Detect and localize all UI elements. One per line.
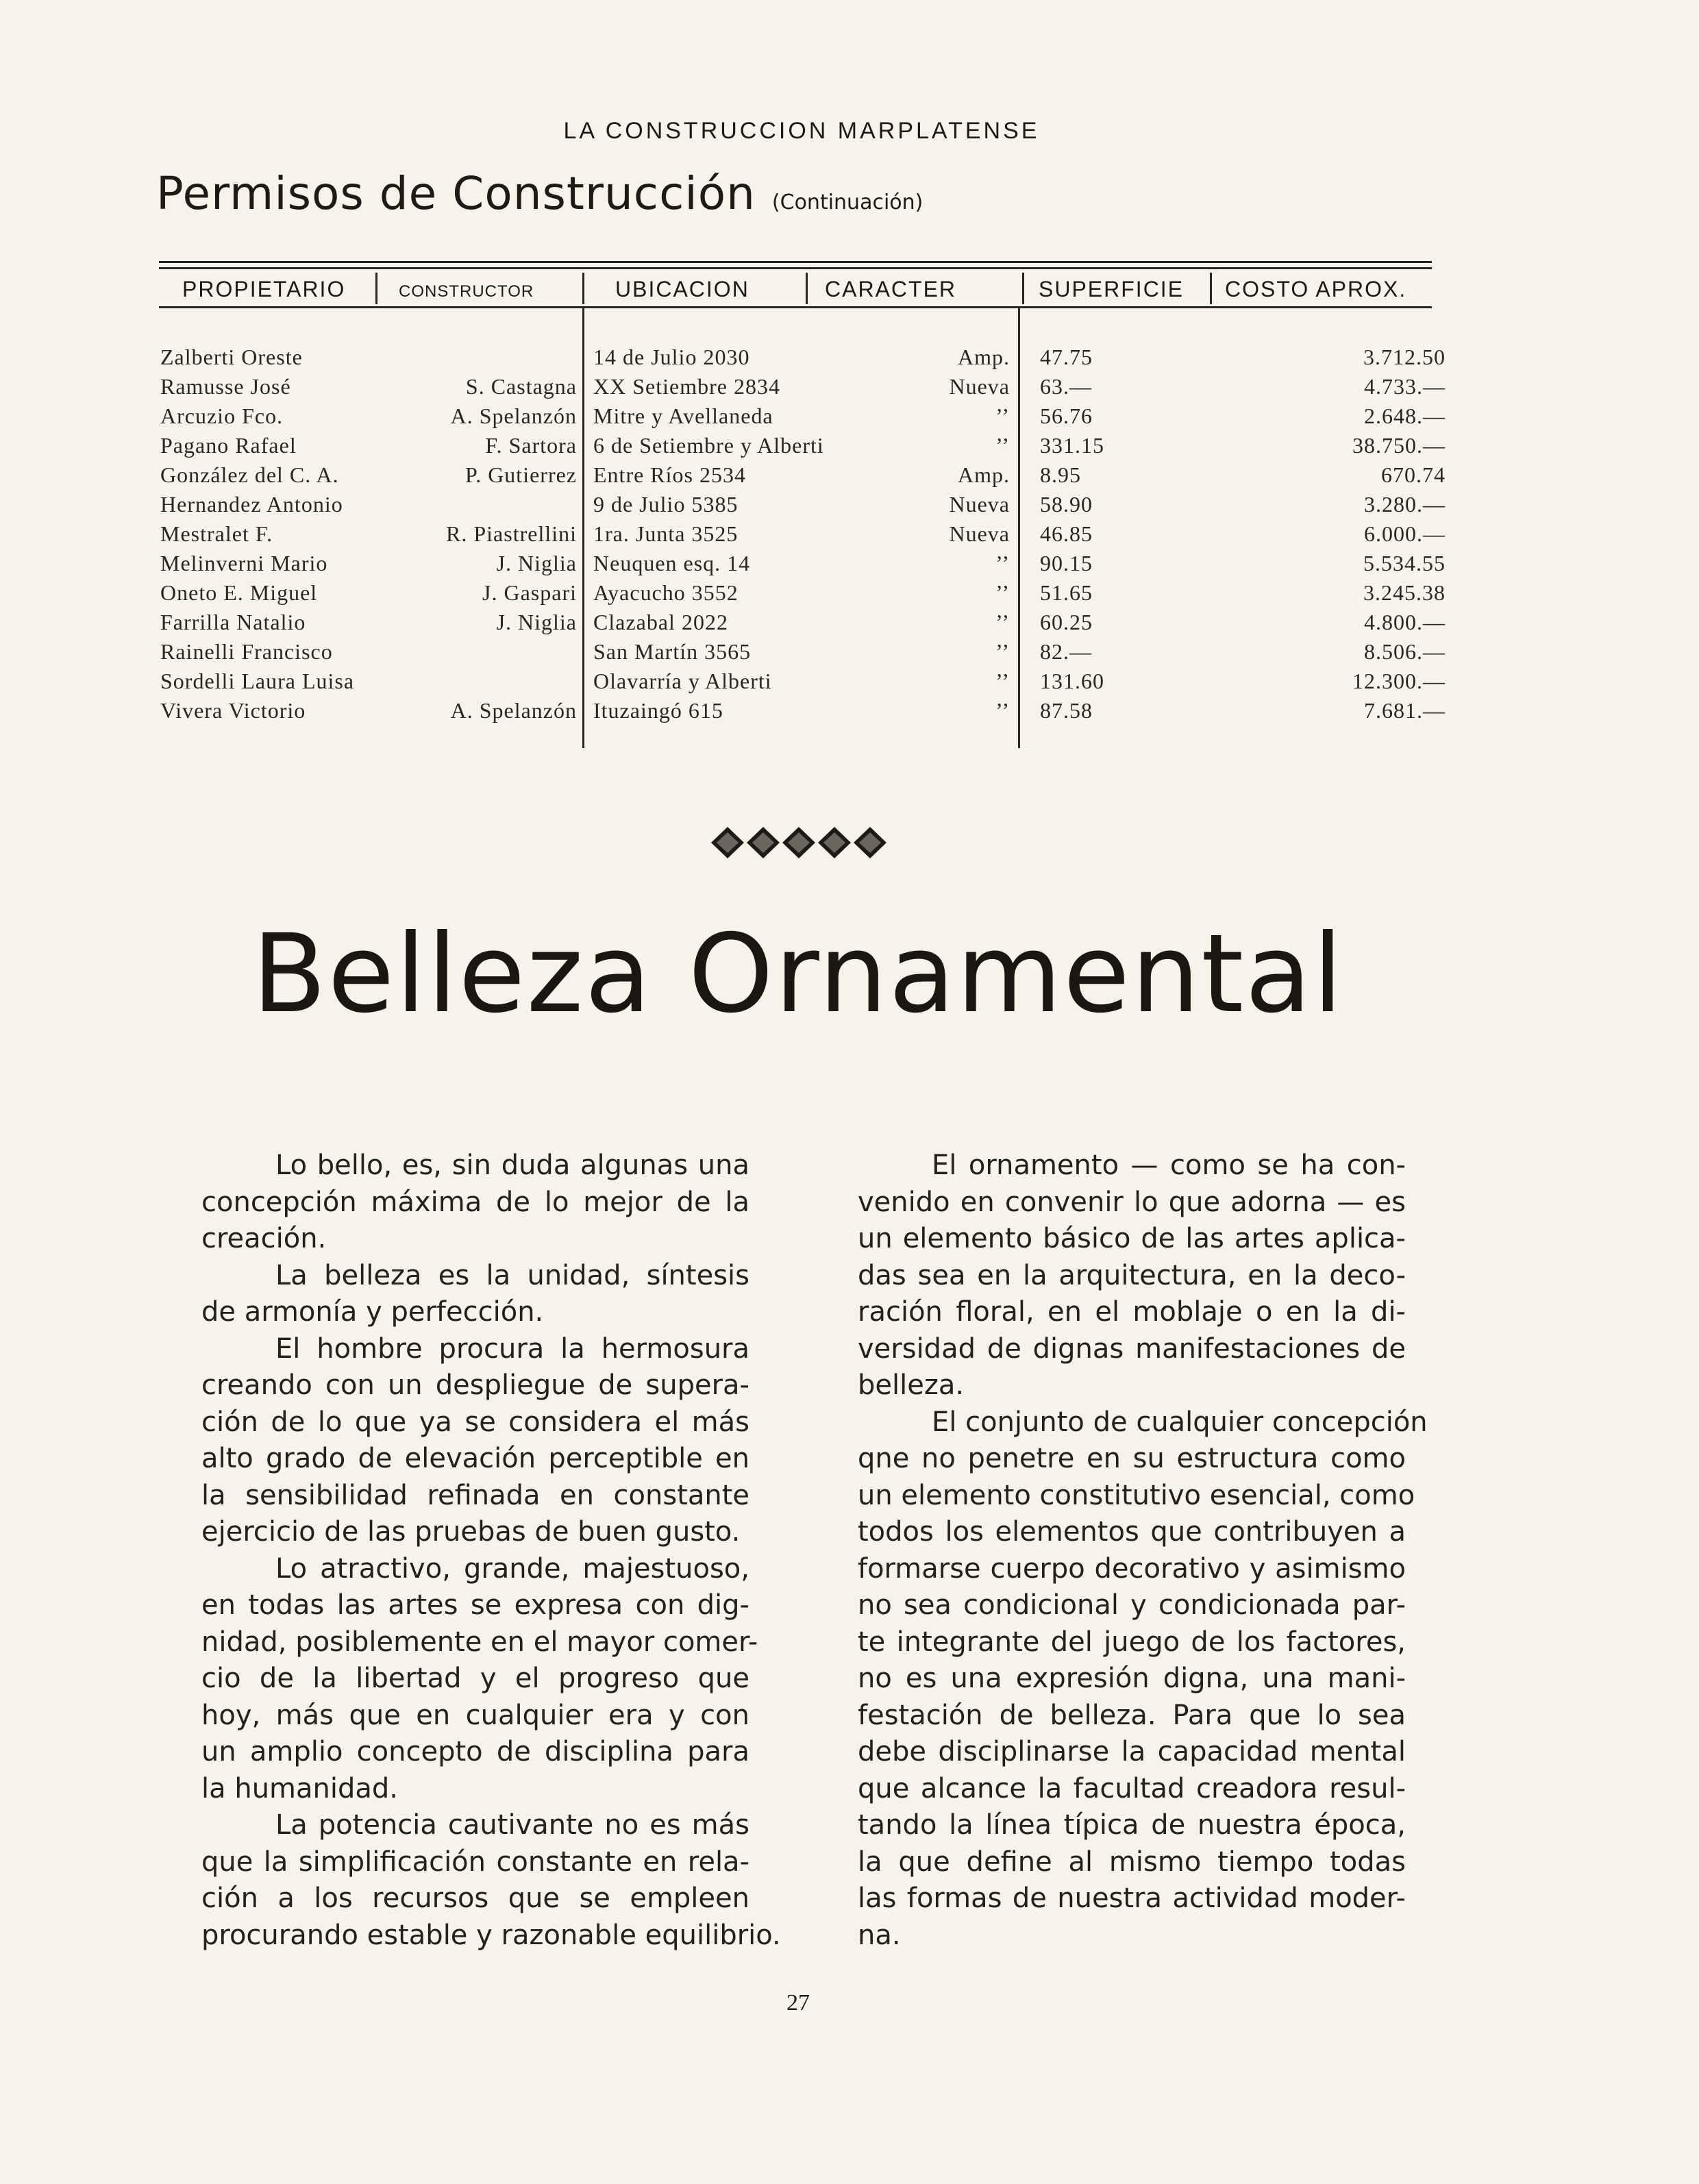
article-left-column bbox=[201, 1147, 781, 1954]
cell-ubicacion: Ayacucho 3552 bbox=[593, 580, 739, 605]
text-line: de armonía y perfección. bbox=[201, 1296, 544, 1328]
col-header-superficie: SUPERFICIE bbox=[1039, 277, 1185, 301]
cell-costo: 6.000.— bbox=[1364, 521, 1446, 546]
text-line: alto grado de elevación perceptible en bbox=[201, 1443, 749, 1474]
cell-costo: 3.245.38 bbox=[1363, 580, 1446, 605]
cell-caracter: ’’ bbox=[995, 580, 1010, 605]
text-line: El conjunto de cualquier concepción bbox=[932, 1406, 1428, 1438]
table-row bbox=[0, 401, 1699, 431]
cell-propietario: Vivera Victorio bbox=[160, 698, 306, 723]
diamond-ornament-icon bbox=[710, 826, 888, 860]
table-row bbox=[0, 343, 1699, 372]
cell-ubicacion: Mitre y Avellaneda bbox=[593, 404, 773, 428]
cell-superficie: 82.— bbox=[1040, 639, 1092, 664]
cell-superficie: 51.65 bbox=[1040, 580, 1093, 605]
section-subtitle: (Continuación) bbox=[771, 190, 923, 214]
table-row bbox=[0, 667, 1699, 696]
cell-superficie: 58.90 bbox=[1040, 492, 1093, 517]
text-line: creación. bbox=[201, 1223, 327, 1254]
cell-caracter: ’’ bbox=[995, 698, 1010, 723]
cell-propietario: Hernandez Antonio bbox=[160, 492, 343, 517]
cell-costo: 12.300.— bbox=[1352, 669, 1446, 693]
article-title: Belleza Ornamental bbox=[251, 911, 1344, 1037]
text-line: ción a los recursos que se empleen bbox=[201, 1883, 749, 1914]
cell-ubicacion: 1ra. Junta 3525 bbox=[593, 521, 739, 546]
section-title-text: Permisos de Construcción bbox=[156, 167, 756, 220]
cell-caracter: ’’ bbox=[995, 639, 1010, 664]
header-separator bbox=[1210, 273, 1212, 304]
text-line: nidad, posiblemente en el mayor comer- bbox=[201, 1626, 758, 1658]
col-header-propietario: PROPIETARIO bbox=[182, 277, 346, 301]
cell-propietario: Mestralet F. bbox=[160, 521, 273, 546]
cell-superficie: 47.75 bbox=[1040, 345, 1093, 369]
table-row bbox=[0, 637, 1699, 667]
cell-propietario: Ramusse José bbox=[160, 374, 291, 399]
header-separator bbox=[806, 273, 808, 304]
col-header-caracter: CARACTER bbox=[825, 277, 957, 301]
cell-superficie: 87.58 bbox=[1040, 698, 1093, 723]
text-line: que alcance la facultad creadora resul- bbox=[858, 1772, 1406, 1804]
text-line: La potencia cautivante no es más bbox=[275, 1809, 749, 1841]
cell-costo: 7.681.— bbox=[1364, 698, 1446, 723]
cell-propietario: Farrilla Natalio bbox=[160, 610, 306, 634]
cell-caracter: ’’ bbox=[995, 610, 1010, 634]
cell-constructor: J. Gaspari bbox=[482, 580, 577, 605]
table-top-rule-double bbox=[159, 267, 1432, 269]
cell-ubicacion: Clazabal 2022 bbox=[593, 610, 728, 634]
text-line: belleza. bbox=[858, 1369, 965, 1401]
cell-constructor: J. Niglia bbox=[496, 610, 577, 634]
text-line: creando con un despliegue de supera- bbox=[201, 1369, 749, 1401]
text-line: te integrante del juego de los factores, bbox=[858, 1626, 1406, 1658]
text-line: un elemento básico de las artes aplica- bbox=[858, 1223, 1406, 1254]
text-line: ración floral, en el moblaje o en la di- bbox=[858, 1296, 1406, 1328]
cell-caracter: ’’ bbox=[995, 404, 1010, 428]
text-line: un elemento constitutivo esencial, como bbox=[858, 1479, 1415, 1511]
text-line: no es una expresión digna, una mani- bbox=[858, 1663, 1406, 1694]
text-line: cio de la libertad y el progreso que bbox=[201, 1663, 749, 1694]
text-line: festación de belleza. Para que lo sea bbox=[858, 1699, 1406, 1731]
cell-caracter: ’’ bbox=[995, 669, 1010, 693]
cell-ubicacion: San Martín 3565 bbox=[593, 639, 752, 664]
text-line: la humanidad. bbox=[201, 1772, 398, 1804]
cell-caracter: Amp. bbox=[958, 345, 1010, 369]
text-line: versidad de dignas manifestaciones de bbox=[858, 1332, 1406, 1365]
cell-costo: 3.280.— bbox=[1364, 492, 1446, 517]
cell-ubicacion: Olavarría y Alberti bbox=[593, 669, 772, 693]
table-row bbox=[0, 608, 1699, 637]
cell-ubicacion: Ituzaingó 615 bbox=[593, 698, 723, 723]
cell-superficie: 90.15 bbox=[1040, 551, 1093, 575]
text-line: El hombre procura la hermosura bbox=[275, 1332, 749, 1365]
cell-superficie: 46.85 bbox=[1040, 521, 1093, 546]
cell-superficie: 331.15 bbox=[1040, 433, 1104, 458]
text-line: las formas de nuestra actividad moder- bbox=[858, 1883, 1406, 1914]
section-title bbox=[156, 167, 923, 220]
article-right-column bbox=[858, 1147, 1428, 1954]
cell-propietario: Oneto E. Miguel bbox=[160, 580, 318, 605]
text-line: procurando estable y razonable equilibrio. bbox=[201, 1919, 781, 1951]
cell-superficie: 60.25 bbox=[1040, 610, 1093, 634]
text-line: la que define al mismo tiempo todas bbox=[858, 1846, 1406, 1878]
text-line: das sea en la arquitectura, en la deco- bbox=[858, 1259, 1406, 1291]
cell-costo: 3.712.50 bbox=[1363, 345, 1446, 369]
text-line: debe disciplinarse la capacidad mental bbox=[858, 1736, 1406, 1767]
cell-propietario: Arcuzio Fco. bbox=[160, 404, 284, 428]
cell-propietario: Rainelli Francisco bbox=[160, 639, 333, 664]
text-line: venido en convenir lo que adorna — es bbox=[858, 1186, 1406, 1218]
cell-constructor: P. Gutierrez bbox=[464, 462, 577, 487]
text-line: la sensibilidad refinada en constante bbox=[201, 1479, 749, 1511]
cell-superficie: 131.60 bbox=[1040, 669, 1104, 693]
cell-constructor: J. Niglia bbox=[496, 551, 577, 575]
col-header-constructor: CONSTRUCTOR bbox=[399, 282, 534, 301]
cell-caracter: ’’ bbox=[995, 551, 1010, 575]
running-header: LA CONSTRUCCION MARPLATENSE bbox=[563, 118, 1040, 144]
text-line: concepción máxima de lo mejor de la bbox=[201, 1186, 749, 1218]
text-line: Lo bello, es, sin duda algunas una bbox=[275, 1150, 749, 1181]
table-row bbox=[0, 578, 1699, 608]
table-top-rule bbox=[159, 261, 1432, 263]
cell-costo: 8.506.— bbox=[1364, 639, 1446, 664]
text-line: qne no penetre en su estructura como bbox=[858, 1443, 1406, 1474]
col-header-costo: COSTO APROX. bbox=[1225, 277, 1407, 301]
cell-superficie: 63.— bbox=[1040, 374, 1092, 399]
table-row bbox=[0, 519, 1699, 549]
cell-ubicacion: XX Setiembre 2834 bbox=[593, 374, 780, 399]
header-separator bbox=[375, 273, 377, 304]
cell-constructor: F. Sartora bbox=[485, 433, 577, 458]
cell-constructor: A. Spelanzón bbox=[450, 404, 577, 428]
cell-caracter: Nueva bbox=[949, 374, 1010, 399]
cell-ubicacion: Entre Ríos 2534 bbox=[593, 462, 746, 487]
cell-ubicacion: Neuquen esq. 14 bbox=[593, 551, 751, 575]
table-row bbox=[0, 372, 1699, 401]
text-line: en todas las artes se expresa con dig- bbox=[201, 1589, 749, 1621]
col-header-ubicacion: UBICACION bbox=[615, 277, 749, 301]
cell-constructor: R. Piastrellini bbox=[446, 521, 577, 546]
header-separator bbox=[1022, 273, 1024, 304]
cell-propietario: González del C. A. bbox=[160, 462, 339, 487]
text-line: todos los elementos que contribuyen a bbox=[858, 1516, 1406, 1548]
cell-costo: 5.534.55 bbox=[1363, 551, 1446, 575]
cell-propietario: Pagano Rafael bbox=[160, 433, 297, 458]
cell-ubicacion: 9 de Julio 5385 bbox=[593, 492, 739, 517]
text-line: formarse cuerpo decorativo y asimismo bbox=[858, 1552, 1406, 1585]
table-row bbox=[0, 549, 1699, 578]
cell-costo: 2.648.— bbox=[1364, 404, 1446, 428]
cell-ubicacion: 14 de Julio 2030 bbox=[593, 345, 750, 369]
text-line: tando la línea típica de nuestra época, bbox=[858, 1809, 1406, 1841]
table-header-rule bbox=[159, 306, 1432, 308]
cell-propietario: Melinverni Mario bbox=[160, 551, 328, 575]
cell-costo: 670.74 bbox=[1381, 462, 1446, 487]
text-line: El ornamento — como se ha con- bbox=[932, 1150, 1406, 1181]
cell-propietario: Zalberti Oreste bbox=[160, 345, 303, 369]
cell-constructor: A. Spelanzón bbox=[450, 698, 577, 723]
cell-ubicacion: 6 de Setiembre y Alberti bbox=[593, 433, 824, 458]
cell-caracter: Amp. bbox=[958, 462, 1010, 487]
text-line: que la simplificación constante en rela- bbox=[201, 1846, 749, 1878]
table-row bbox=[0, 696, 1699, 725]
cell-caracter: Nueva bbox=[949, 521, 1010, 546]
cell-superficie: 8.95 bbox=[1040, 462, 1081, 487]
table-row bbox=[0, 490, 1699, 519]
cell-costo: 4.800.— bbox=[1364, 610, 1446, 634]
cell-costo: 4.733.— bbox=[1364, 374, 1446, 399]
text-line: un amplio concepto de disciplina para bbox=[201, 1736, 749, 1767]
page-number: 27 bbox=[786, 1990, 810, 2015]
table-row bbox=[0, 460, 1699, 490]
cell-caracter: Nueva bbox=[949, 492, 1010, 517]
cell-constructor: S. Castagna bbox=[465, 374, 577, 399]
cell-costo: 38.750.— bbox=[1352, 433, 1446, 458]
cell-superficie: 56.76 bbox=[1040, 404, 1093, 428]
text-line: ejercicio de las pruebas de buen gusto. bbox=[201, 1516, 741, 1548]
text-line: na. bbox=[858, 1919, 901, 1951]
table-row bbox=[0, 431, 1699, 460]
header-separator bbox=[582, 273, 584, 304]
cell-propietario: Sordelli Laura Luisa bbox=[160, 669, 355, 693]
text-line: hoy, más que en cualquier era y con bbox=[201, 1699, 749, 1731]
text-line: no sea condicional y condicionada par- bbox=[858, 1589, 1406, 1621]
cell-caracter: ’’ bbox=[995, 433, 1010, 458]
text-line: ción de lo que ya se considera el más bbox=[201, 1406, 749, 1438]
text-line: Lo atractivo, grande, majestuoso, bbox=[275, 1552, 749, 1585]
text-line: La belleza es la unidad, síntesis bbox=[275, 1259, 749, 1291]
